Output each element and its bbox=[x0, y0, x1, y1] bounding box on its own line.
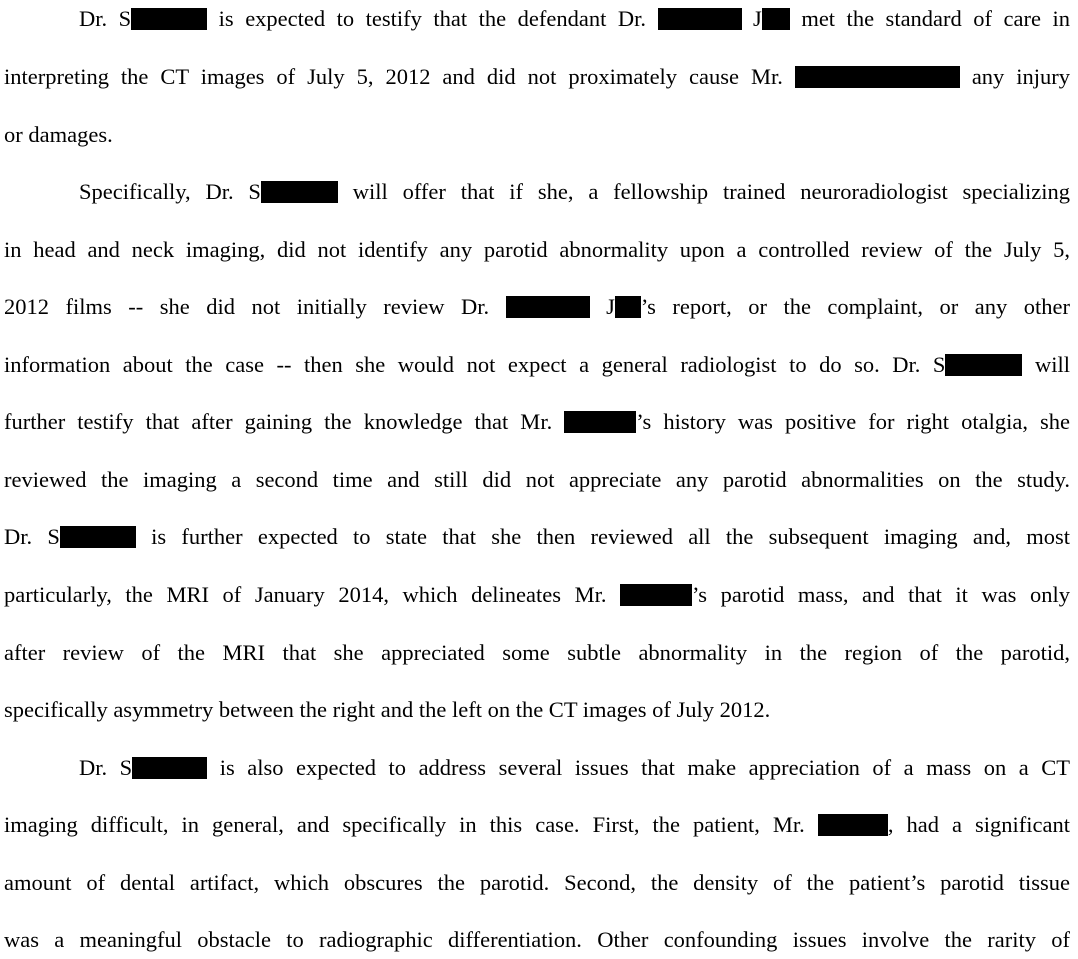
text-line: imaging difficult, in general, and specifically in this case. First, the patient, Mr. , had a significant bbox=[4, 812, 1070, 837]
text-line: specifically asymmetry between the right and the left on the CT images of July 2012. bbox=[4, 697, 771, 722]
text-line: in head and neck imaging, did not identify any parotid abnormality upon a controlled review of the July 5, bbox=[4, 237, 1070, 262]
redaction-box bbox=[131, 8, 207, 30]
redaction-box bbox=[506, 296, 590, 318]
redaction-box bbox=[261, 181, 338, 203]
redaction-box bbox=[945, 354, 1022, 376]
redaction-box bbox=[60, 526, 136, 548]
text-line: was a meaningful obstacle to radiographic differentiation. Other confounding issues involve the rarity of bbox=[4, 927, 1070, 952]
redaction-box bbox=[818, 814, 888, 836]
text-line: Specifically, Dr. S will offer that if she, a fellowship trained neuroradiologist specializing bbox=[79, 179, 1071, 204]
text-line: Dr. S is expected to testify that the defendant Dr. J met the standard of care in bbox=[79, 6, 1071, 31]
redaction-box bbox=[564, 411, 636, 433]
text-line: after review of the MRI that she appreciated some subtle abnormality in the region of the parotid, bbox=[4, 640, 1070, 665]
text-line: information about the case -- then she would not expect a general radiologist to do so. Dr. S will bbox=[4, 352, 1070, 377]
redaction-box bbox=[132, 757, 207, 779]
text-line: further testify that after gaining the knowledge that Mr. ’s history was positive for right otalgia, she bbox=[4, 409, 1070, 434]
text-line: amount of dental artifact, which obscures the parotid. Second, the density of the patient’s parotid tissue bbox=[4, 870, 1070, 895]
text-line: 2012 films -- she did not initially review Dr. J ’s report, or the complaint, or any other bbox=[4, 294, 1070, 319]
text-line: Dr. S is also expected to address several issues that make appreciation of a mass on a CT bbox=[79, 755, 1071, 780]
text-line: reviewed the imaging a second time and still did not appreciate any parotid abnormalities on the study. bbox=[4, 467, 1070, 492]
redaction-box bbox=[658, 8, 742, 30]
redaction-box bbox=[615, 296, 641, 318]
text-line: interpreting the CT images of July 5, 2012 and did not proximately cause Mr. any injury bbox=[4, 64, 1071, 89]
redaction-box bbox=[620, 584, 692, 606]
text-line: particularly, the MRI of January 2014, which delineates Mr. ’s parotid mass, and that it was only bbox=[4, 582, 1070, 607]
redaction-box bbox=[762, 8, 790, 30]
text-line: or damages. bbox=[4, 122, 113, 147]
redaction-box bbox=[795, 66, 960, 88]
text-line: Dr. S is further expected to state that she then reviewed all the subsequent imaging and, most bbox=[4, 524, 1070, 549]
